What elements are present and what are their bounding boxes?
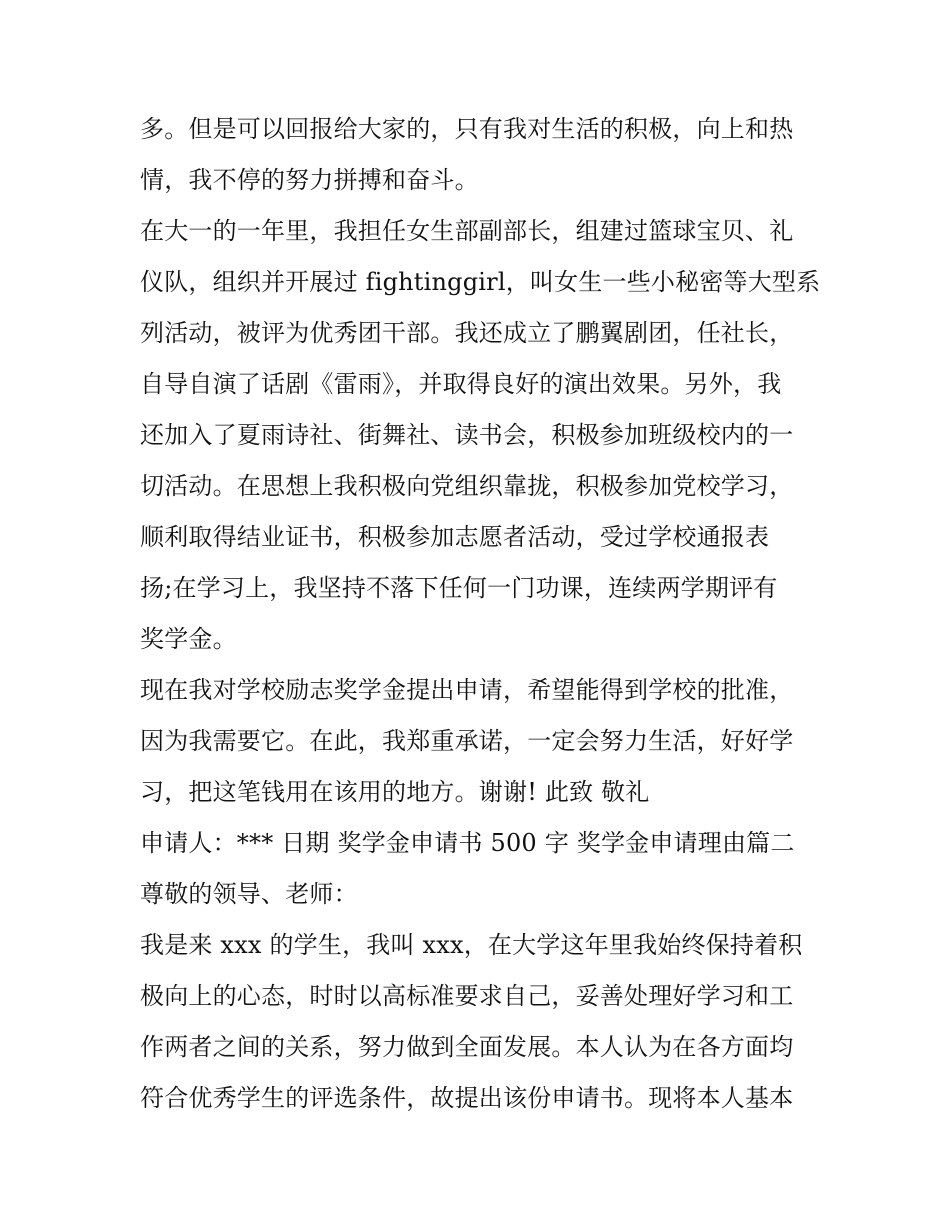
text-line: 自导自演了话剧《雷雨》，并取得良好的演出效果。另外，我 bbox=[140, 370, 782, 398]
text-line: 因为我需要它。在此，我郑重承诺，一定会努力生活，好好学 bbox=[140, 727, 794, 755]
text-line: 切活动。在思想上我积极向党组织靠拢，积极参加党校学习， bbox=[140, 472, 794, 500]
text-line: 极向上的心态，时时以高标准要求自己，妥善处理好学习和工 bbox=[140, 982, 794, 1010]
text-line: 申请人：*** 日期 奖学金申请书 500 字 奖学金申请理由篇二 bbox=[140, 829, 795, 857]
text-line: 多。但是可以回报给大家的，只有我对生活的积极，向上和热 bbox=[140, 115, 794, 143]
text-line: 习，把这笔钱用在该用的地方。谢谢! 此致 敬礼 bbox=[140, 778, 650, 806]
document-body bbox=[140, 104, 820, 1124]
text-line: 作两者之间的关系，努力做到全面发展。本人认为在各方面均 bbox=[140, 1033, 794, 1061]
text-line: 在大一的一年里，我担任女生部副部长，组建过篮球宝贝、礼 bbox=[140, 217, 794, 245]
text-line: 扬;在学习上，我坚持不落下任何一门功课，连续两学期评有 bbox=[140, 574, 778, 602]
text-line: 现在我对学校励志奖学金提出申请，希望能得到学校的批准， bbox=[140, 676, 794, 704]
text-line: 列活动，被评为优秀团干部。我还成立了鹏翼剧团，任社长， bbox=[140, 319, 794, 347]
text-line: 尊敬的领导、老师： bbox=[140, 880, 358, 908]
text-line: 还加入了夏雨诗社、街舞社、读书会，积极参加班级校内的一 bbox=[140, 421, 794, 449]
text-line: 顺利取得结业证书，积极参加志愿者活动，受过学校通报表 bbox=[140, 523, 770, 551]
text-line: 情，我不停的努力拼搏和奋斗。 bbox=[140, 166, 479, 194]
text-line: 仪队，组织并开展过 fightinggirl，叫女生一些小秘密等大型系 bbox=[140, 268, 821, 296]
text-line: 奖学金。 bbox=[140, 625, 237, 653]
text-line: 符合优秀学生的评选条件，故提出该份申请书。现将本人基本 bbox=[140, 1084, 794, 1112]
text-line: 我是来 xxx 的学生，我叫 xxx，在大学这年里我始终保持着积 bbox=[140, 931, 803, 959]
